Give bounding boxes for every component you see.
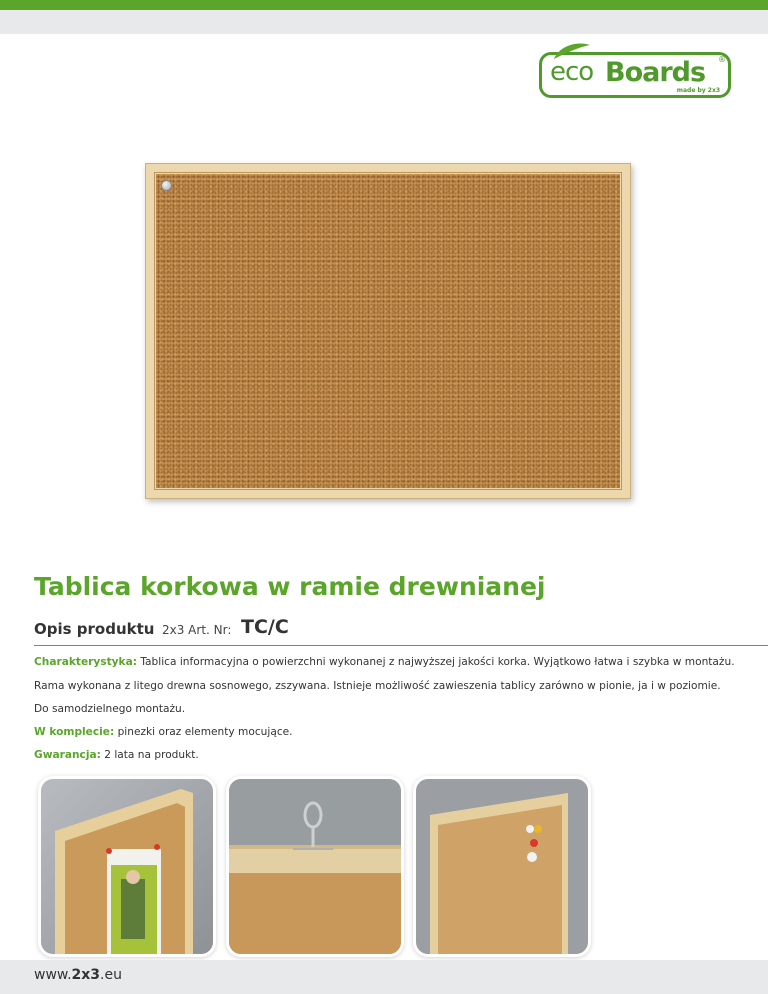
logo-tagline: made by 2x3 [676, 87, 720, 94]
url-brand: 2x3 [71, 967, 101, 983]
section-label: Opis produktu [34, 620, 155, 638]
url-prefix: www. [34, 967, 72, 983]
logo-boards-text: Boards [605, 57, 706, 88]
characteristics-text-1: Tablica informacyjna o powierzchni wykonanej z najwyższej jakości korka. Wyjątkowo łatwa i szybka w montażu. [140, 656, 735, 668]
article-number-prefix: 2x3 Art. Nr: [162, 623, 232, 637]
warranty-label: Gwarancja: [34, 749, 101, 761]
kit-text: pinezki oraz elementy mocujące. [117, 726, 293, 738]
characteristics-line-2: Rama wykonana z litego drewna sosnowego, zszywana. Istnieje możliwość zawieszenia tablicy zarówno w pionie, ja i w poziomie. [34, 680, 721, 692]
url-suffix: .eu [100, 967, 122, 983]
cork-surface [156, 174, 620, 488]
warranty-line [34, 749, 199, 761]
mounting-screw-icon [161, 180, 172, 191]
kit-line [34, 726, 293, 738]
article-number: TC/C [241, 616, 289, 638]
footer-bar [0, 960, 768, 994]
characteristics-label: Charakterystyka: [34, 656, 137, 668]
registered-mark: ® [718, 55, 726, 64]
header-accent-stripe [0, 0, 768, 10]
detail-photo-poster [41, 779, 213, 954]
cork-board-image [145, 163, 631, 499]
product-title: Tablica korkowa w ramie drewnianej [34, 572, 546, 601]
hanging-hook-illustration [229, 779, 401, 954]
footer-website-url[interactable] [34, 967, 122, 983]
detail-photo-hook [229, 779, 401, 954]
poster-on-board-illustration [41, 779, 213, 954]
push-pins-illustration [416, 779, 588, 954]
detail-photo-pins [416, 779, 588, 954]
logo-eco-text: eco [550, 57, 594, 87]
warranty-text: 2 lata na produkt. [104, 749, 199, 761]
kit-label: W komplecie: [34, 726, 115, 738]
characteristics-line-1 [34, 656, 735, 668]
product-subheader [34, 616, 768, 646]
ecoboards-logo [539, 52, 731, 98]
characteristics-line-3: Do samodzielnego montażu. [34, 703, 186, 715]
